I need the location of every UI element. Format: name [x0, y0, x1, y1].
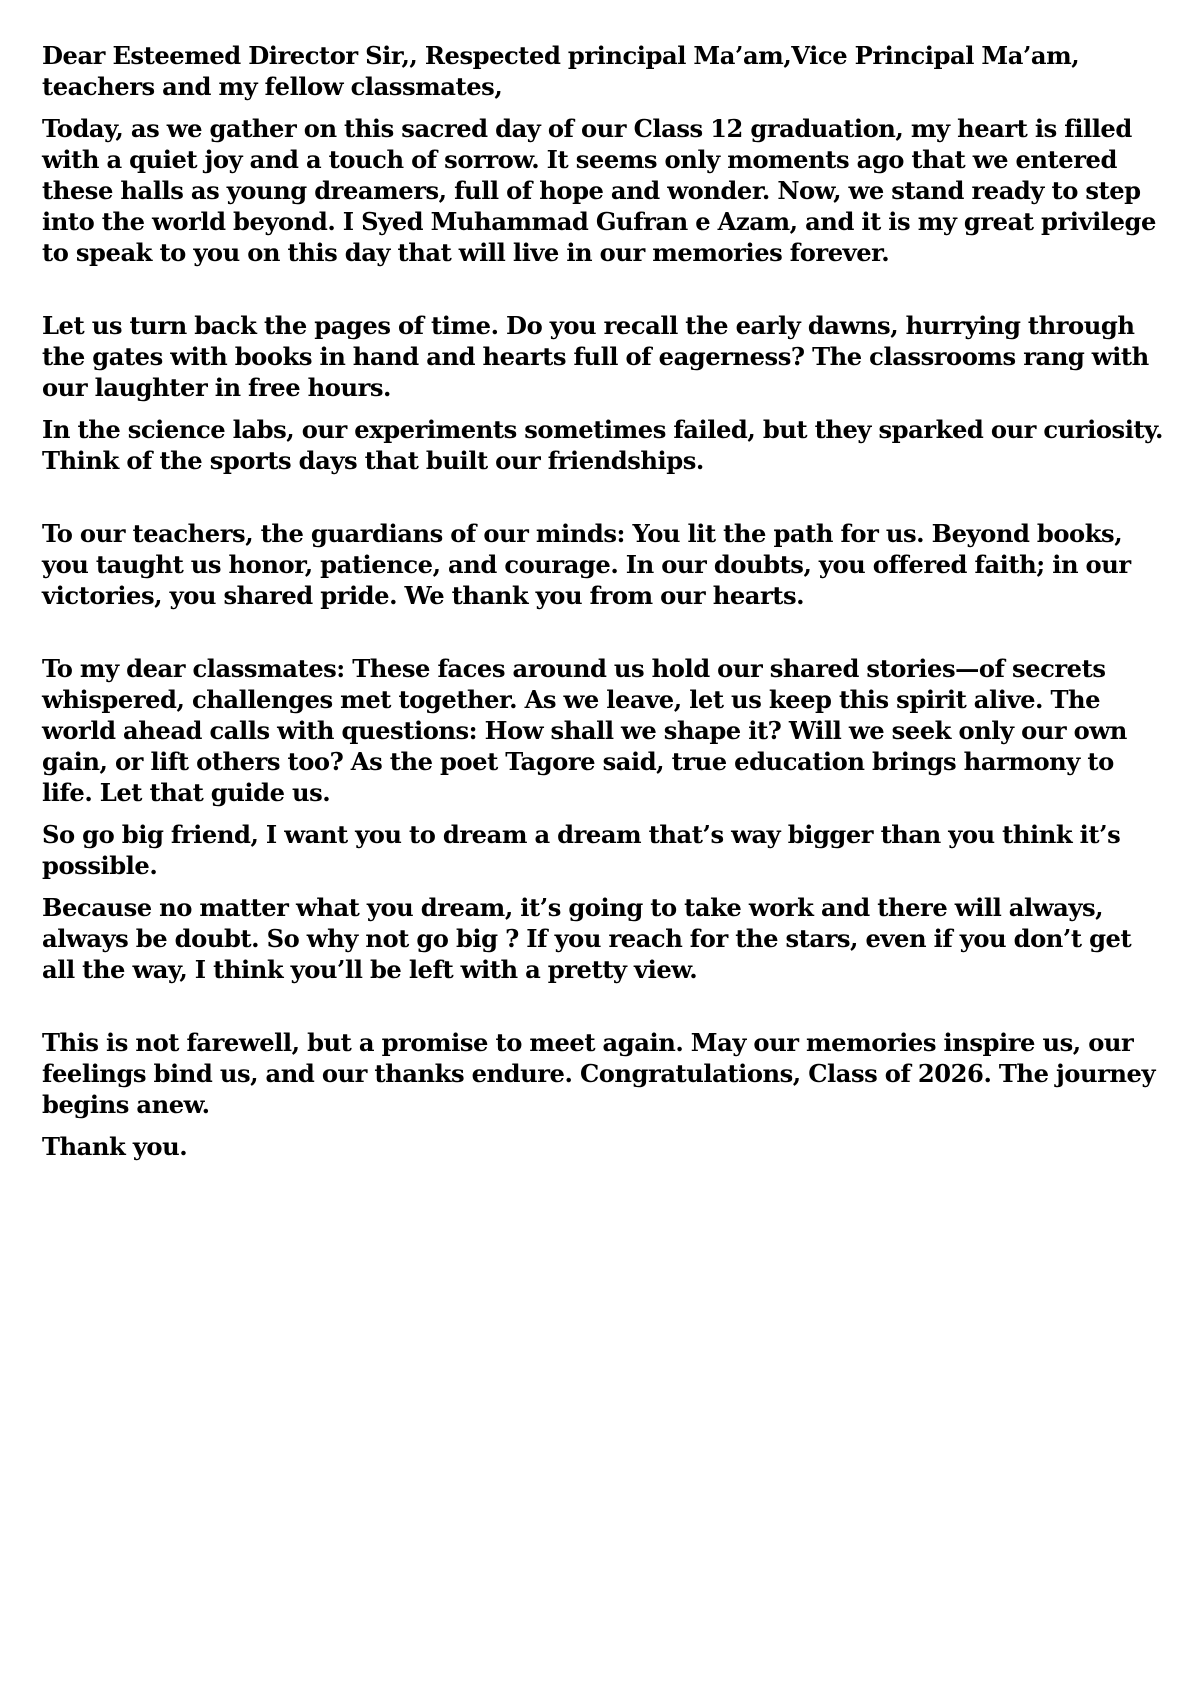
dream-big-paragraph: So go big friend, I want you to dream a dream that’s way bigger than you think it’s possible. [42, 820, 1121, 880]
classmates-paragraph: To my dear classmates: These faces around us hold our shared stories—of secrets whispered, challenges met together. As we leave, let us keep this spirit alive. The world ahead calls with questions: How shall we shape it? Will we seek only our own gain, or lift others too? As the poet Tagore said, true education brings harmony to life. Let that guide us. [42, 654, 1127, 807]
closing-paragraph: This is not farewell, but a promise to meet again. May our memories inspire us, our feelings bind us, and our thanks endure. Congratulations, Class of 2026. The journey begins anew. [42, 1028, 1156, 1119]
memories-paragraph: Let us turn back the pages of time. Do you recall the early dawns, hurrying through the gates with books in hand and hearts full of eagerness? The classrooms rang with our laughter in free hours. [42, 311, 1149, 402]
reach-stars-paragraph: Because no matter what you dream, it’s going to take work and there will always, always be doubt. So why not go big ? If you reach for the stars, even if you don’t get all the way, I think you’ll be left with a pretty view. [42, 893, 1132, 984]
salutation-paragraph: Dear Esteemed Director Sir,, Respected principal Ma’am,Vice Principal Ma’am, teachers and my fellow classmates, [42, 41, 1080, 101]
science-labs-paragraph: In the science labs, our experiments sometimes failed, but they sparked our curiosity. Think of the sports days that built our friendships. [42, 415, 1163, 475]
thank-you-line: Thank you. [42, 1132, 188, 1161]
teachers-paragraph: To our teachers, the guardians of our minds: You lit the path for us. Beyond books, you taught us honor, patience, and courage. In our doubts, you offered faith; in our victories, you shared pride. We thank you from our hearts. [42, 519, 1131, 610]
intro-paragraph: Today, as we gather on this sacred day of our Class 12 graduation, my heart is filled with a quiet joy and a touch of sorrow. It seems only moments ago that we entered these halls as young dreamers, full of hope and wonder. Now, we stand ready to step into the world beyond. I Syed Muhammad Gufran e Azam, and it is my great privilege to speak to you on this day that will live in our memories forever. [42, 114, 1156, 267]
